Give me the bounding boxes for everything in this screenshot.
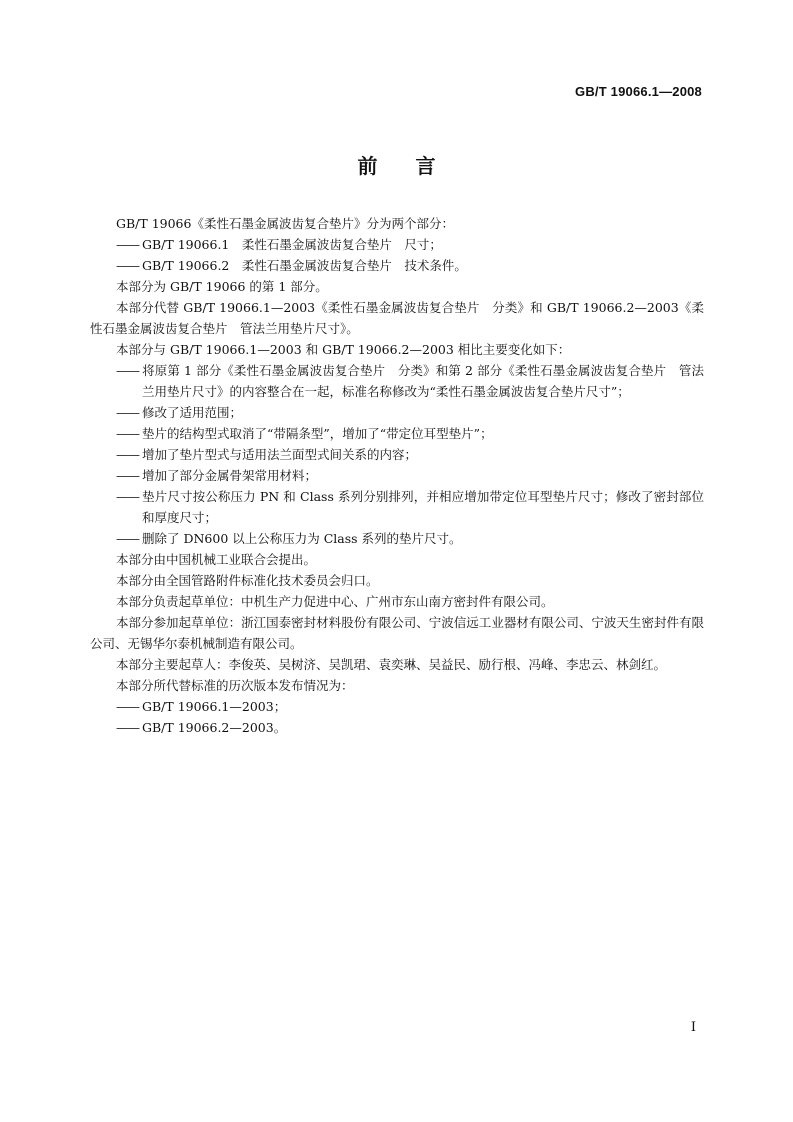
paragraph: 本部分参加起草单位：浙江国泰密封材料股份有限公司、宁波信远工业器材有限公司、宁波天生密封件有限公司、无锡华尔泰机械制造有限公司。 — [90, 615, 704, 651]
dash-mark: —— — [116, 699, 139, 714]
dash-mark: —— — [116, 405, 139, 420]
list-item — [90, 465, 704, 486]
foreword-body — [90, 213, 704, 738]
paragraph: 本部分由全国管路附件标准化技术委员会归口。 — [116, 573, 379, 588]
dash-mark: —— — [116, 426, 139, 441]
paragraph: 本部分代替 GB/T 19066.1—2003《柔性石墨金属波齿复合垫片 分类》和 GB/T 19066.2—2003《柔性石墨金属波齿复合垫片 管法兰用垫片尺寸》。 — [90, 300, 704, 336]
dash-mark: —— — [116, 363, 139, 378]
list-item — [90, 360, 704, 402]
page-title: 前言 — [357, 154, 474, 178]
list-item — [90, 486, 704, 528]
dash-mark: —— — [116, 237, 139, 252]
list-item-text: 垫片尺寸按公称压力 PN 和 Class 系列分别排列，并相应增加带定位耳型垫片尺寸；修改了密封部位和厚度尺寸； — [142, 489, 704, 525]
paragraph: 本部分由中国机械工业联合会提出。 — [116, 552, 317, 567]
list-item-text: GB/T 19066.1 柔性石墨金属波齿复合垫片 尺寸； — [142, 237, 442, 252]
list-item — [90, 402, 704, 423]
dash-mark: —— — [116, 720, 139, 735]
list-item — [90, 255, 704, 276]
paragraph: 本部分主要起草人：李俊英、吴树济、吴凯珺、袁奕琳、吴益民、励行根、冯峰、李忠云、林剑红。 — [116, 657, 667, 672]
list-item — [90, 696, 704, 717]
list-item — [90, 234, 704, 255]
dash-mark: —— — [116, 447, 139, 462]
dash-mark: —— — [116, 531, 139, 546]
list-item-text: GB/T 19066.1—2003； — [142, 699, 287, 714]
list-item-text: 增加了部分金属骨架常用材料； — [142, 468, 318, 483]
list-item — [90, 717, 704, 738]
paragraph: 本部分负责起草单位：中机生产力促进中心、广州市东山南方密封件有限公司。 — [116, 594, 554, 609]
dash-mark: —— — [116, 468, 139, 483]
paragraph: 本部分为 GB/T 19066 的第 1 部分。 — [116, 279, 328, 294]
list-item-text: 将原第 1 部分《柔性石墨金属波齿复合垫片 分类》和第 2 部分《柔性石墨金属波齿复合垫片 管法兰用垫片尺寸》的内容整合在一起，标准名称修改为“柔性石墨金属波齿复合垫片尺寸”； — [142, 363, 704, 399]
paragraph: GB/T 19066《柔性石墨金属波齿复合垫片》分为两个部分： — [116, 216, 454, 231]
list-item — [90, 528, 704, 549]
page-number: I — [690, 1020, 696, 1035]
dash-mark: —— — [116, 258, 139, 273]
list-item-text: GB/T 19066.2 柔性石墨金属波齿复合垫片 技术条件。 — [142, 258, 467, 273]
standard-code: GB/T 19066.1—2008 — [575, 84, 702, 99]
list-item-text: 删除了 DN600 以上公称压力为 Class 系列的垫片尺寸。 — [142, 531, 462, 546]
dash-mark: —— — [116, 489, 139, 504]
list-item-text: 修改了适用范围； — [142, 405, 243, 420]
list-item-text: GB/T 19066.2—2003。 — [142, 720, 287, 735]
list-item — [90, 444, 704, 465]
list-item-text: 增加了垫片型式与适用法兰面型式间关系的内容； — [142, 447, 418, 462]
paragraph: 本部分与 GB/T 19066.1—2003 和 GB/T 19066.2—2003 相比主要变化如下： — [116, 342, 571, 357]
paragraph: 本部分所代替标准的历次版本发布情况为： — [116, 678, 354, 693]
list-item-text: 垫片的结构型式取消了“带隔条型”，增加了“带定位耳型垫片”； — [142, 426, 493, 441]
list-item — [90, 423, 704, 444]
